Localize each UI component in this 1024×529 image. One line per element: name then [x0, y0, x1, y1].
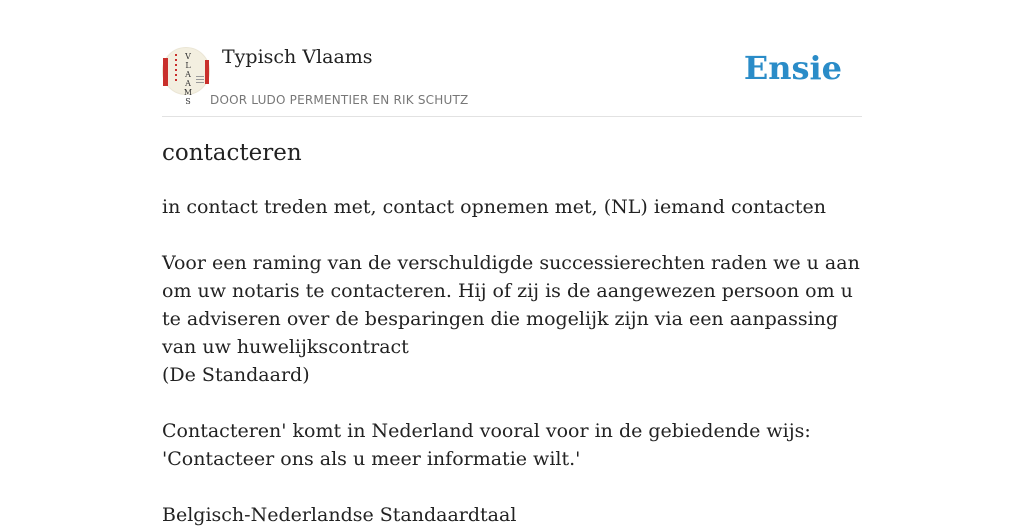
page — [162, 0, 862, 526]
logo-red-bar-right — [205, 60, 209, 84]
example-text: Voor een raming van de verschuldigde successierechten raden we u aan om uw notaris te contacteren. Hij of zij is de aangewezen persoon om u te adviseren over de besparingen die mogelijk zijn via een aanpassing van uw huwelijkscontract — [162, 252, 860, 358]
logo-red-dots — [175, 54, 178, 84]
entry-definition: in contact treden met, contact opnemen met, (NL) iemand contacten — [162, 196, 827, 218]
entry-note: Contacteren' komt in Nederland vooral voor in de gebiedende wijs: 'Contacteer ons als u meer informatie wilt.' — [162, 420, 811, 470]
entry-category: Belgisch-Nederlandse Standaardtaal — [162, 504, 517, 526]
typisch-vlaams-logo[interactable] — [162, 47, 210, 106]
logo-letters: V L A A M S — [183, 52, 193, 106]
example-source: (De Standaard) — [162, 364, 310, 386]
header — [162, 0, 862, 117]
site-title[interactable]: Typisch Vlaams — [222, 46, 373, 68]
logo-red-bar-left — [163, 58, 168, 86]
ensie-logo[interactable]: Ensie — [743, 49, 842, 87]
byline: DOOR LUDO PERMENTIER EN RIK SCHUTZ — [210, 93, 469, 107]
entry-title: contacteren — [162, 140, 302, 166]
entry-example — [162, 249, 862, 389]
logo-lines — [196, 76, 204, 85]
